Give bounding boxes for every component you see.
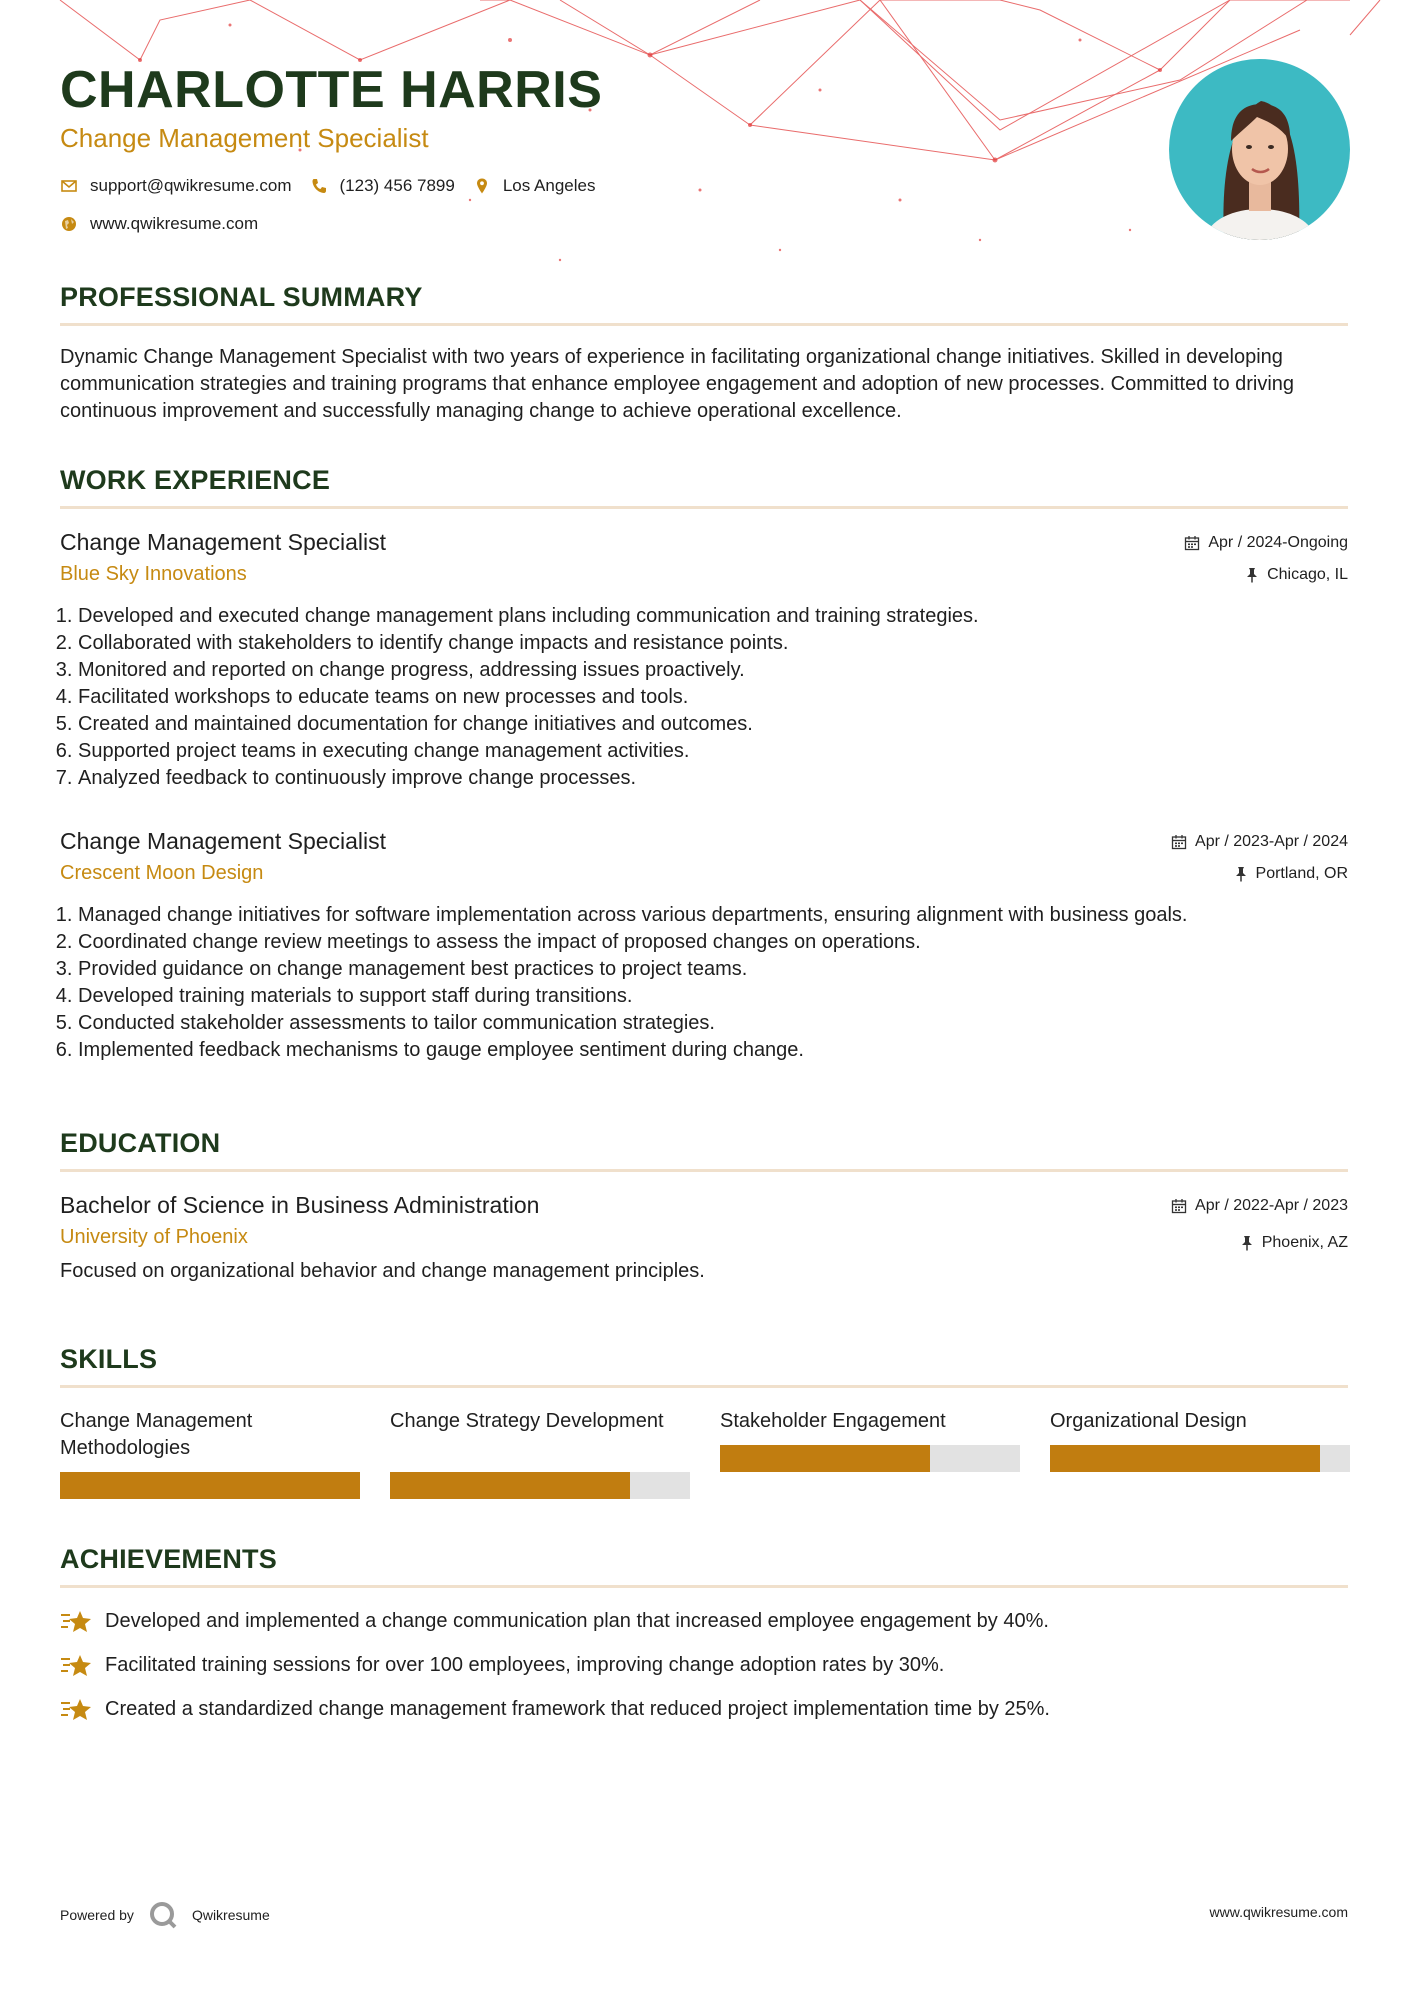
education-description: Focused on organizational behavior and change management principles.	[60, 1260, 705, 1282]
calendar-icon	[1184, 535, 1200, 551]
footer-website[interactable]: www.qwikresume.com	[1209, 1904, 1348, 1920]
contact-location	[473, 176, 596, 196]
education-dates-text: Apr / 2022-Apr / 2023	[1195, 1197, 1348, 1214]
education-meta	[1171, 1196, 1348, 1253]
achievements-list	[60, 1608, 1348, 1723]
skill-bar-fill	[1050, 1445, 1320, 1472]
list-item: 4. Developed training materials to support staff during transitions.	[78, 983, 1348, 1010]
achievement-text: Developed and implemented a change communication plan that increased employee engagement by 40%.	[105, 1610, 1049, 1632]
qwikresume-logo-icon	[148, 1900, 178, 1930]
section-divider	[60, 1585, 1348, 1588]
footer-left	[60, 1900, 1348, 1930]
job-title: Change Management Specialist	[60, 828, 387, 854]
job-dates-text: Apr / 2024-Ongoing	[1208, 534, 1348, 551]
section-divider	[60, 1169, 1348, 1172]
email-text: support@qwikresume.com	[90, 176, 292, 195]
list-item: 2. Coordinated change review meetings to assess the impact of proposed changes on operations.	[78, 929, 1348, 956]
powered-by-text: Powered by	[60, 1907, 134, 1923]
section-divider	[60, 323, 1348, 326]
candidate-title: Change Management Specialist	[60, 123, 429, 153]
section-divider	[60, 1385, 1348, 1388]
section-summary	[60, 280, 1348, 425]
map-pin-icon	[473, 177, 491, 195]
resume-header	[60, 60, 1120, 234]
contact-phone[interactable]	[310, 176, 455, 196]
envelope-icon	[60, 177, 78, 195]
globe-icon	[60, 215, 78, 233]
job-bullets	[60, 603, 1348, 792]
skill-bar	[1050, 1445, 1350, 1472]
skills-heading: SKILLS	[60, 1344, 158, 1374]
job-location	[1171, 864, 1348, 884]
company-name: Crescent Moon Design	[60, 862, 264, 884]
star-icon	[60, 1697, 93, 1723]
section-experience	[60, 463, 1348, 1064]
education-entry	[60, 1190, 1348, 1285]
job-location-text: Chicago, IL	[1267, 566, 1348, 583]
pushpin-icon	[1245, 567, 1259, 583]
list-item: 1. Developed and executed change management plans including communication and training strategies.	[78, 603, 1348, 630]
achievements-heading: ACHIEVEMENTS	[60, 1544, 277, 1574]
skill-bar-fill	[720, 1445, 930, 1472]
list-item: 3. Monitored and reported on change progress, addressing issues proactively.	[78, 657, 1348, 684]
skill-name: Stakeholder Engagement	[720, 1410, 946, 1432]
contact-row-2	[60, 214, 1120, 234]
skill-bar-fill	[60, 1472, 360, 1499]
list-item: 1. Managed change initiatives for software implementation across various departments, ensuring alignment with business goals.	[78, 902, 1348, 929]
list-item: 6. Supported project teams in executing change management activities.	[78, 738, 1348, 765]
skill-bar	[60, 1472, 360, 1499]
list-item: 3. Provided guidance on change management best practices to project teams.	[78, 956, 1348, 983]
list-item: 4. Facilitated workshops to educate teams on new processes and tools.	[78, 684, 1348, 711]
star-icon	[60, 1609, 93, 1635]
location-text: Los Angeles	[502, 176, 596, 195]
list-item	[60, 1608, 1348, 1635]
list-item: 7. Analyzed feedback to continuously improve change processes.	[78, 765, 1348, 792]
summary-text: Dynamic Change Management Specialist with two years of experience in facilitating organizational change initiatives. Skilled in developing communication strategies and training programs that enhance employee engagement and adoption of new processes. Committed to driving continuous improvement and successfully managing change to achieve operational excellence.	[60, 346, 1295, 422]
avatar	[1169, 59, 1350, 240]
skill-bar	[720, 1445, 1020, 1472]
list-item	[60, 1696, 1348, 1723]
school-name: University of Phoenix	[60, 1226, 248, 1248]
company-name: Blue Sky Innovations	[60, 563, 247, 585]
job-location-text: Portland, OR	[1255, 865, 1348, 882]
section-skills	[60, 1342, 1348, 1499]
pushpin-icon	[1234, 866, 1248, 882]
job-entry-1	[60, 527, 1348, 792]
skill-item	[60, 1408, 360, 1499]
skill-name: Organizational Design	[1050, 1410, 1247, 1432]
skill-bar	[390, 1472, 690, 1499]
job-bullets	[60, 902, 1348, 1064]
profile-photo	[1169, 59, 1350, 240]
contact-email[interactable]	[60, 176, 292, 196]
candidate-name: CHARLOTTE HARRIS	[60, 61, 603, 119]
contact-website[interactable]	[60, 214, 258, 234]
job-dates	[1171, 832, 1348, 852]
achievement-text: Created a standardized change management framework that reduced project implementation time by 25%.	[105, 1698, 1050, 1720]
section-divider	[60, 506, 1348, 509]
job-dates	[1184, 533, 1348, 553]
job-title: Change Management Specialist	[60, 529, 387, 555]
skill-name: Change Management Methodologies	[60, 1410, 253, 1459]
experience-heading: WORK EXPERIENCE	[60, 465, 331, 495]
website-text: www.qwikresume.com	[90, 214, 259, 233]
pushpin-icon	[1240, 1235, 1254, 1251]
phone-text: (123) 456 7899	[339, 176, 455, 195]
job-meta	[1171, 832, 1348, 884]
skill-item	[1050, 1408, 1350, 1499]
summary-heading: PROFESSIONAL SUMMARY	[60, 282, 423, 312]
skill-item	[720, 1408, 1020, 1499]
job-location	[1184, 565, 1348, 585]
degree-title: Bachelor of Science in Business Administration	[60, 1192, 540, 1218]
section-education	[60, 1126, 1348, 1285]
list-item: 5. Conducted stakeholder assessments to tailor communication strategies.	[78, 1010, 1348, 1037]
list-item: 5. Created and maintained documentation for change initiatives and outcomes.	[78, 711, 1348, 738]
job-meta	[1184, 533, 1348, 585]
education-location	[1171, 1233, 1348, 1253]
skill-name: Change Strategy Development	[390, 1410, 664, 1432]
footer	[60, 1900, 1348, 1930]
job-dates-text: Apr / 2023-Apr / 2024	[1195, 833, 1348, 850]
education-heading: EDUCATION	[60, 1128, 221, 1158]
skill-item	[390, 1408, 690, 1499]
star-icon	[60, 1653, 93, 1679]
list-item	[60, 1652, 1348, 1679]
list-item: 6. Implemented feedback mechanisms to gauge employee sentiment during change.	[78, 1037, 1348, 1064]
qwikresume-link[interactable]: Qwikresume	[191, 1907, 270, 1923]
list-item: 2. Collaborated with stakeholders to identify change impacts and resistance points.	[78, 630, 1348, 657]
education-location-text: Phoenix, AZ	[1261, 1234, 1348, 1251]
phone-icon	[310, 177, 328, 195]
achievement-text: Facilitated training sessions for over 100 employees, improving change adoption rates by 30%.	[105, 1654, 945, 1676]
skills-grid	[60, 1408, 1348, 1499]
calendar-icon	[1171, 1198, 1187, 1214]
contact-row	[60, 176, 1120, 196]
section-achievements	[60, 1542, 1348, 1740]
calendar-icon	[1171, 834, 1187, 850]
education-dates	[1171, 1196, 1348, 1216]
job-entry-2	[60, 826, 1348, 1064]
skill-bar-fill	[390, 1472, 630, 1499]
